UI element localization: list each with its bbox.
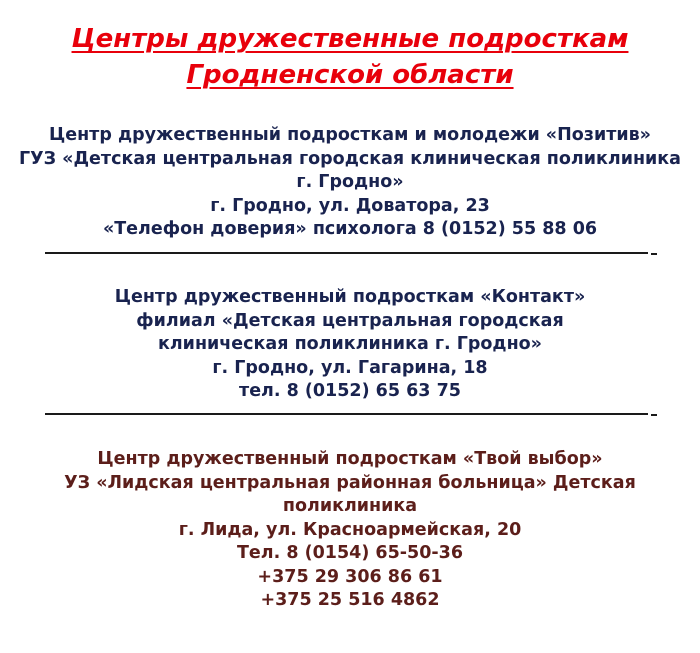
separator-dash <box>651 253 657 255</box>
center-kontakt <box>0 286 700 404</box>
center-positiv <box>0 124 700 242</box>
center-institution-cont: г. Гродно» <box>296 172 404 192</box>
separator-line <box>45 413 648 415</box>
separator-line <box>45 252 648 254</box>
center-institution: УЗ «Лидская центральная районная больница» Детская <box>64 472 636 493</box>
center-address: г. Гродно, ул. Доватора, 23 <box>210 195 490 216</box>
center-institution-cont: поликлиника <box>282 496 418 516</box>
center-phone: «Телефон доверия» психолога 8 (0152) 55 88 06 <box>102 219 598 239</box>
center-address: г. Лида, ул. Красноармейская, 20 <box>178 519 522 540</box>
center-address: г. Гродно, ул. Гагарина, 18 <box>212 357 488 378</box>
center-institution: филиал «Детская центральная городская <box>136 310 564 331</box>
center-phone: тел. 8 (0152) 65 63 75 <box>239 381 461 401</box>
center-tvoy-vybor <box>0 448 700 613</box>
center-mobile-phone: +375 25 516 4862 <box>260 590 440 610</box>
center-mobile-phone: +375 29 306 86 61 <box>257 566 443 587</box>
separator-dash <box>651 414 657 416</box>
center-name: Центр дружественный подросткам «Контакт» <box>114 287 586 307</box>
center-institution: ГУЗ «Детская центральная городская клиническая поликлиника <box>19 148 681 169</box>
page-title-line-1: Центры дружественные подросткам <box>71 24 629 54</box>
center-name: Центр дружественный подросткам и молодежи «Позитив» <box>48 125 651 145</box>
center-phone: Тел. 8 (0154) 65-50-36 <box>236 543 463 563</box>
center-name: Центр дружественный подросткам «Твой выбор» <box>97 449 603 469</box>
center-institution-cont: клиническая поликлиника г. Гродно» <box>157 334 542 354</box>
page-title-line-2: Гродненской области <box>186 60 514 90</box>
